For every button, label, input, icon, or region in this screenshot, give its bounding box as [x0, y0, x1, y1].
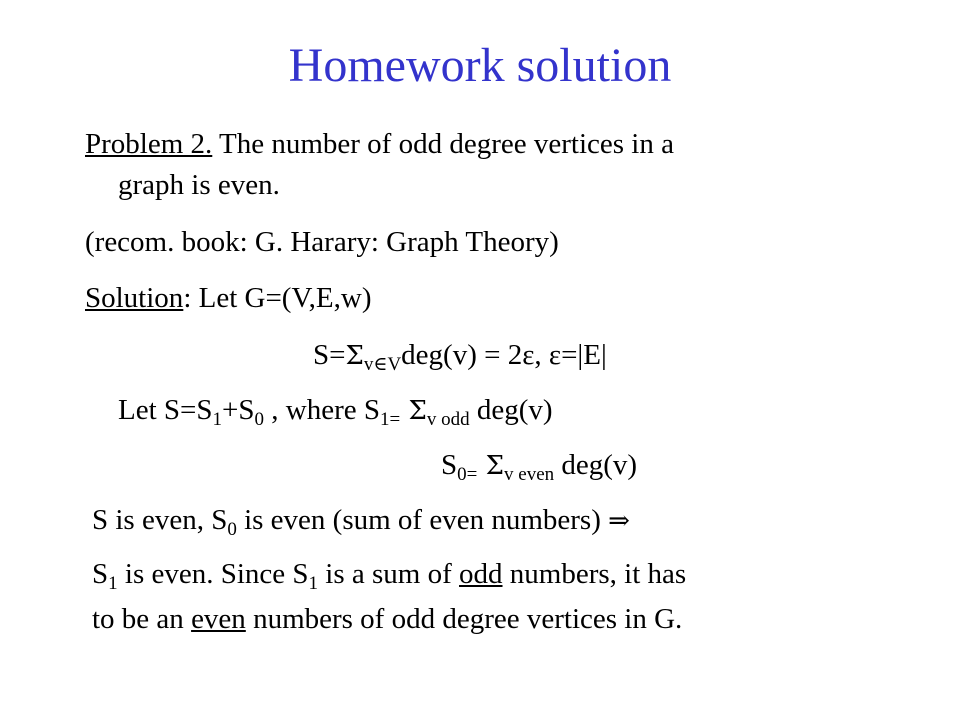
c1-a: S is even, S [92, 504, 228, 536]
solution-line [85, 280, 372, 316]
c2-sub1: 1 [108, 573, 118, 594]
c2-odd: odd [459, 558, 503, 590]
eq1-left: S= [313, 339, 346, 371]
c2-sub2: 1 [308, 573, 319, 594]
conclusion-line-3 [92, 601, 682, 637]
eq3-sub0eq: 0= [457, 464, 478, 485]
c2-d: numbers, it has [502, 558, 687, 590]
sigma-symbol: Σ [477, 451, 505, 481]
c1-sub: 0 [227, 519, 237, 540]
conclusion-line-1 [92, 502, 630, 539]
eq2-plus: +S [222, 394, 255, 426]
reference-line: (recom. book: G. Harary: Graph Theory) [85, 226, 559, 258]
eq3-subeven: v even [504, 464, 555, 485]
equation-even-sum [441, 447, 637, 484]
c2-a: S [92, 558, 109, 590]
c3-even: even [191, 603, 246, 635]
eq2-lead: Let S=S [118, 394, 213, 426]
sigma-symbol: Σ [400, 396, 427, 426]
c3-a: to be an [92, 603, 192, 635]
slide-title: Homework solution [288, 39, 672, 92]
equation-sum-degrees [313, 337, 607, 374]
solution-label: Solution [85, 282, 184, 314]
eq2-rest: deg(v) [469, 394, 553, 426]
conclusion-line-2 [92, 556, 686, 592]
eq3-lead: S [441, 449, 458, 481]
problem-text: The number of odd degree vertices in a [212, 128, 674, 160]
c2-c: is a sum of [318, 558, 460, 590]
implies-arrow-icon: ⇒ [608, 506, 630, 536]
c1-b: is even (sum of even numbers) [236, 504, 609, 536]
eq2-sub1eq: 1= [379, 409, 401, 430]
solution-text: : Let G=(V,E,w) [183, 282, 372, 314]
eq2-subodd: v odd [426, 409, 470, 430]
eq2-sub0: 0 [254, 409, 264, 430]
eq2-sub1: 1 [212, 409, 223, 430]
problem-label: Problem 2. [85, 128, 213, 160]
c3-b: numbers of odd degree vertices in G. [245, 603, 683, 635]
problem-line-2: graph is even. [118, 169, 280, 201]
problem-line [85, 126, 674, 162]
eq1-rest: deg(v) = 2ε, ε=|E| [401, 339, 607, 371]
eq1-subscript: v∈V [363, 354, 402, 375]
equation-split [118, 392, 553, 429]
c2-b: is even. Since S [117, 558, 309, 590]
eq3-rest: deg(v) [554, 449, 638, 481]
eq2-mid: , where S [264, 394, 380, 426]
sigma-symbol: Σ [345, 341, 364, 371]
